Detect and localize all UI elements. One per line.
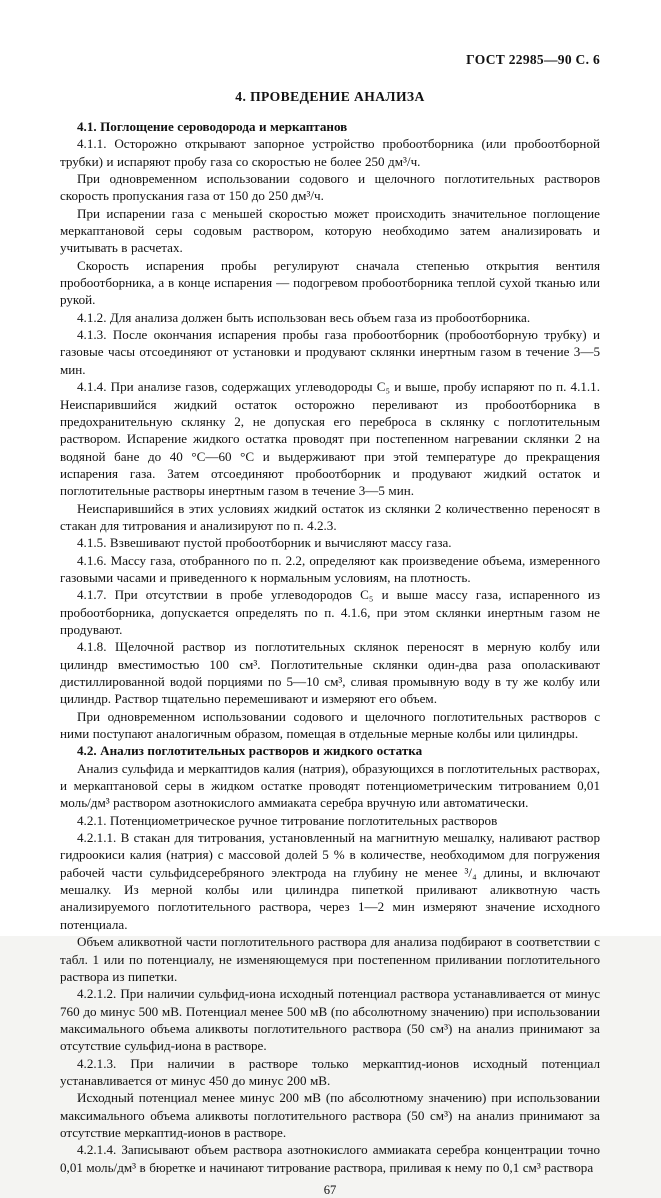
paragraph-4-1-1: 4.1.1. Осторожно открывают запорное устройство пробоотборника (или пробоотборной трубки) и испаряют пробу газа со скоростью не более 250 дм³/ч. [60,136,600,169]
paragraph-4-2-1-2: 4.2.1.2. При наличии сульфид-иона исходный потенциал раствора устанавливается от минус 760 до минус 500 мВ. Потенциал менее 500 мВ (по абсолютному значению) при использовании максимального объема аликвоты поглотительного раствора (50 см³) на анализ принимают за отсутствие сульфид-иона в растворе. [60,986,600,1054]
page-title: 4. ПРОВЕДЕНИЕ АНАЛИЗА [235,89,425,104]
paragraph-4-2-1-3: 4.2.1.3. При наличии в растворе только меркаптид-ионов исходный потенциал устанавливается от минус 450 до минус 200 мВ. [60,1055,600,1088]
paragraph-4-1-4: 4.1.4. При анализе газов, содержащих углеводороды С₅ и выше, пробу испаряют по п. 4.1.1. Неиспарившийся жидкий остаток осторожно переливают из пробоотборника в предохранительную склянку 2, не допуская его переброса в склянку с поглотительным раствором. Испарение жидкого остатка проводят при постепенном нагревании склянки 2 на водяной бане до 40 °С—60 °С и выдерживают при этой температуре до прекращения испарения газа. Затем отсоединяют пробоотборник и продувают жидкий остаток и поглотительные растворы инертным газом в течение 3—5 мин. [60,379,600,499]
section-heading-4-2: 4.2. Анализ поглотительных растворов и жидкого остатка [77,743,423,759]
paragraph-4-1-7: 4.1.7. При отсутствии в пробе углеводородов С₅ и выше массу газа, испаренного из пробоотборника, допускается определять по п. 4.1.6, при этом склянки инертным газом не продувают. [60,587,600,637]
paragraph-4-1-8: 4.1.8. Щелочной раствор из поглотительных склянок переносят в мерную колбу или цилиндр вместимостью 100 см³. Поглотительные склянки один-два раза ополаскивают дистиллированной водой порциями по 5—10 см³, сливая промывную воду в ту же колбу или цилиндр. Раствор тщательно перемешивают и измеряют его объем. [60,639,600,707]
paragraph-aliquot-volume: Объем аликвотной части поглотительного раствора для анализа подбирают в соответствии с табл. 1 или по потенциалу, не изменяющемуся при постепенном приливании поглотительного раствора из пипетки. [60,934,600,984]
paragraph-4-1-3: 4.1.3. После окончания испарения пробы газа пробоотборник (пробоотборную трубку) и газовые часы отсоединяют от установки и продувают склянки инертным газом в течение 3—5 мин. [60,327,600,377]
paragraph-residue-transfer: Неиспарившийся в этих условиях жидкий остаток из склянки 2 количественно переносят в стакан для титрования и анализируют по п. 4.2.3. [60,500,600,533]
paragraph-4-1-5: 4.1.5. Взвешивают пустой пробоотборник и вычисляют массу газа. [77,535,452,551]
section-heading-4-1: 4.1. Поглощение сероводорода и меркаптанов [77,119,348,134]
paragraph-initial-potential: Исходный потенциал менее минус 200 мВ (по абсолютному значению) при использовании максимального объема аликвоты поглотительного раствора (50 см³) на анализ принимают за отсутствие меркаптид-ионов в растворе. [60,1090,600,1140]
paragraph-gas-rate: При одновременном использовании содового и щелочного поглотительных растворов скорость пропускания газа от 150 до 250 дм³/ч. [60,171,600,204]
paragraph-4-2-1-1: 4.2.1.1. В стакан для титрования, установленный на магнитную мешалку, наливают раствор гидроокиси калия (натрия) с массовой долей 5 % в количестве, необходимом для погружения рабочей части сульфидсеребряного электрода на глубину не менее ³/₄ длины, и включают мешалку. Из мерной колбы или цилиндра пипеткой приливают аликвотную часть анализируемого поглотительного раствора, через 1—2 мин измеряют значение исходного потенциала. [60,830,600,932]
paragraph-analysis-intro: Анализ сульфида и меркаптидов калия (натрия), образующихся в поглотительных растворах, и меркаптановой серы в жидком остатке проводят потенциометрическим титрованием 0,01 моль/дм³ раствором азотнокислого аммиаката серебра вручную или автоматически. [60,760,600,811]
page-header: ГОСТ 22985—90 С. 6 [466,52,600,67]
paragraph-4-2-1-4: 4.2.1.4. Записывают объем раствора азотнокислого аммиаката серебра концентрации точно 0,01 моль/дм³ в бюретке и начинают титрование раствора, приливая к нему по 0,1 см³ раствора [60,1142,600,1175]
paragraph-simultaneous-solutions: При одновременном использовании содового и щелочного поглотительных растворов с ними поступают аналогичным образом, помещая в отдельные мерные колбы или цилиндры. [60,708,600,742]
paragraph-4-1-6: 4.1.6. Массу газа, отобранного по п. 2.2, определяют как произведение объема, измеренного газовыми часами и приведенного к нормальным условиям, на плотность. [60,552,600,585]
paragraph-low-rate-absorption: При испарении газа с меньшей скоростью может происходить значительное поглощение меркаптановой серы содовым раствором, которую необходимо затем анализировать и учитывать в расчетах. [60,205,600,256]
paragraph-4-2-1: 4.2.1. Потенциометрическое ручное титрование поглотительных растворов [77,812,498,828]
document-body [60,118,600,1176]
paragraph-4-1-2: 4.1.2. Для анализа должен быть использован весь объем газа из пробоотборника. [77,309,531,325]
page-number: 67 [323,1182,337,1197]
paragraph-evaporation-rate: Скорость испарения пробы регулируют сначала степенью открытия вентиля пробоотборника, а в конце испарения — подогревом пробоотборника теплой сухой тканью или рукой. [60,257,600,308]
